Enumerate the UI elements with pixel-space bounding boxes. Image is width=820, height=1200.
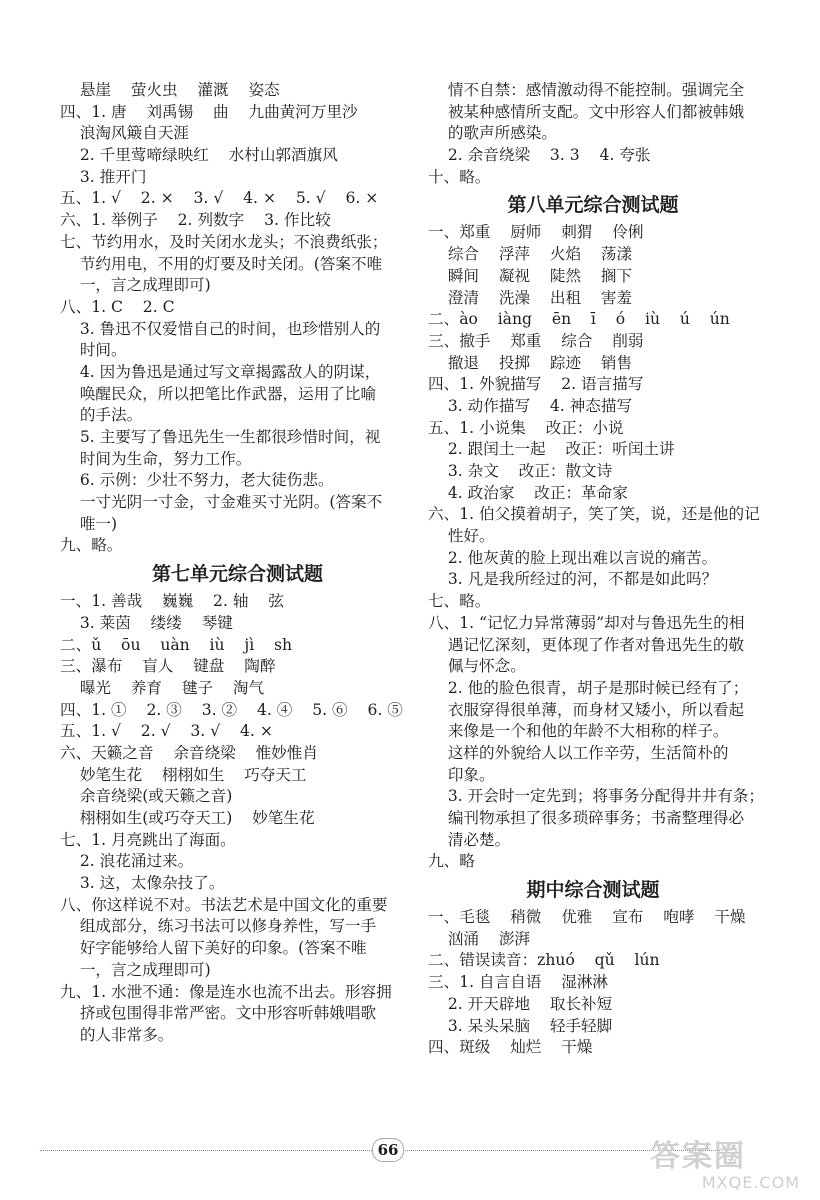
answer-line: 七、略。 — [428, 592, 491, 611]
section-title: 期中综合测试题 — [526, 879, 660, 902]
answer-line: 的歌声所感染。 — [428, 124, 557, 143]
answer-line: 撤退 投掷 踪迹 销售 — [428, 353, 633, 372]
answer-line: 九、略 — [428, 852, 475, 871]
answer-line: 3. 开会时一定先到；将事务分配得井井有条； — [428, 787, 764, 806]
answer-line: 节约用电，不用的灯要及时关闭。(答案不唯 — [60, 254, 383, 273]
answer-line: 衣服穿得很单薄，而身材又矮小，所以看起 — [428, 700, 745, 719]
answer-line: 四、1. 外貌描写 2. 语言描写 — [428, 375, 644, 394]
answer-line: 2. 浪花涌过来。 — [60, 852, 194, 871]
answer-line: 一、郑重 厨师 刺猬 伶俐 — [428, 223, 644, 242]
answer-line: 十、略。 — [428, 167, 491, 186]
answer-line: 2. 跟闰土一起 改正：听闰土讲 — [428, 440, 675, 459]
answer-line: 被某种感情所支配。文中形容人们都被韩娥 — [428, 102, 745, 121]
watermark-logo — [650, 1140, 800, 1195]
answer-line: 好字能够给人留下美好的印象。(答案不唯 — [60, 939, 367, 958]
answer-line: 一、1. 善哉 巍巍 2. 轴 弦 — [60, 592, 284, 611]
answer-line: 三、瀑布 盲人 键盘 陶醉 — [60, 657, 276, 676]
answer-line: 2. 千里莺啼绿映红 水村山郭酒旗风 — [60, 146, 338, 165]
answer-line: 的手法。 — [60, 406, 143, 425]
answer-line: 6. 示例：少壮不努力，老大徒伤悲。 — [60, 471, 334, 490]
answer-line: 的人非常多。 — [60, 1025, 174, 1044]
answer-line: 五、1. √ 2. √ 3. √ 4. × — [60, 722, 273, 741]
answer-line: 四、斑级 灿烂 干燥 — [428, 1038, 593, 1057]
section-title: 第七单元综合测试题 — [151, 563, 323, 586]
answer-line: 六、天籁之音 余音绕梁 惟妙惟肖 — [60, 743, 318, 762]
answer-line: 五、1. √ 2. × 3. √ 4. × 5. √ 6. × — [60, 189, 379, 208]
answer-line: 三、撤手 郑重 综合 削弱 — [428, 331, 644, 350]
answer-line: 八、1. C 2. C — [60, 297, 175, 316]
answer-line: 一，言之成理即可) — [60, 960, 211, 979]
answer-line: 曝光 养育 毽子 淘气 — [60, 678, 265, 697]
answer-line: 编刊物承担了很多琐碎事务；书斋整理得必 — [428, 809, 745, 827]
answer-line: 时间。 — [60, 341, 127, 360]
section-title: 第八单元综合测试题 — [507, 194, 679, 217]
answer-line: 遇记忆深刻，更体现了作者对鲁迅先生的敬 — [428, 635, 745, 654]
answer-line: 4. 政治家 改正：革命家 — [428, 483, 628, 502]
answer-line: 七、1. 月亮跳出了海面。 — [60, 830, 236, 849]
answer-line: 这样的外貌给人以工作辛劳，生活简朴的 — [428, 743, 729, 762]
answer-line: 3. 动作描写 4. 神态描写 — [428, 396, 633, 415]
answer-line: 3. 这，太像杂技了。 — [60, 874, 225, 893]
answer-line: 3. 杂文 改正：散文诗 — [428, 462, 613, 480]
answer-line: 情不自禁：感情激动得不能控制。强调完全 — [428, 81, 745, 99]
answer-line: 来像是一个和他的年龄不大相称的样子。 — [428, 722, 729, 741]
answer-line: 栩栩如生(或巧夺天工) 妙笔生花 — [60, 809, 315, 827]
answer-line: 澄清 洗澡 出租 害羞 — [428, 288, 633, 307]
answer-line: 六、1. 伯父摸着胡子，笑了笑，说，还是他的记 — [428, 505, 760, 524]
right-answer-column — [428, 80, 764, 1059]
answer-line: 二、ǔ ōu uàn iù jì sh — [60, 635, 293, 654]
answer-line: 二、ào iàng ēn ī ó iù ú ún — [428, 310, 730, 329]
answer-line: 2. 他灰黄的脸上现出难以言说的痛苦。 — [428, 548, 718, 567]
answer-line: 3. 鲁迅不仅爱惜自己的时间，也珍惜别人的 — [60, 319, 381, 338]
watermark-domain: MXQE.COM — [701, 1173, 800, 1192]
answer-line: 2. 他的脸色很青，胡子是那时候已经有了； — [428, 678, 749, 697]
answer-line: 八、1. “记忆力异常薄弱”却对与鲁迅先生的相 — [428, 613, 745, 632]
answer-line: 浪淘风簸自天涯 — [60, 124, 189, 143]
answer-line: 二、错误读音：zhuó qǔ lún — [428, 951, 660, 970]
answer-line: 性好。 — [428, 527, 495, 546]
answer-line: 六、1. 举例子 2. 列数字 3. 作比较 — [60, 211, 331, 230]
answer-line: 时间为生命，努力工作。 — [60, 449, 252, 468]
page-number: 66 — [372, 1138, 404, 1162]
answer-line: 综合 浮萍 火焰 荡漾 — [428, 245, 633, 264]
answer-line: 汹涌 澎湃 — [428, 929, 531, 948]
answer-line: 七、节约用水，及时关闭水龙头；不浪费纸张； — [60, 232, 388, 251]
answer-line: 清必楚。 — [428, 830, 511, 849]
answer-line: 一，言之成理即可) — [60, 276, 211, 295]
left-answer-column — [60, 80, 415, 1047]
answer-line: 佩与怀念。 — [428, 657, 526, 676]
answer-line: 唯一) — [60, 514, 118, 533]
answer-line: 四、1. 唐 刘禹锡 曲 九曲黄河万里沙 — [60, 102, 358, 121]
answer-line: 瞬间 凝视 陡然 搁下 — [428, 266, 633, 285]
answer-line: 3. 推开门 — [60, 167, 147, 186]
answer-line: 3. 莱茵 缕缕 琴键 — [60, 613, 233, 632]
answer-line: 余音绕梁(或天籁之音) — [60, 787, 233, 806]
answer-line: 悬崖 萤火虫 灌溉 姿态 — [60, 81, 280, 99]
answer-line: 4. 因为鲁迅是通过写文章揭露敌人的阴谋， — [60, 362, 381, 381]
answer-line: 九、1. 水泄不通：像是连水也流不出去。形容拥 — [60, 982, 392, 1001]
answer-line: 一寸光阴一寸金，寸金难买寸光阴。(答案不 — [60, 493, 383, 512]
answer-line: 妙笔生花 栩栩如生 巧夺天工 — [60, 765, 307, 784]
answer-line: 2. 开天辟地 取长补短 — [428, 994, 613, 1013]
answer-line: 八、你这样说不对。书法艺术是中国文化的重要 — [60, 895, 388, 914]
answer-line: 5. 主要写了鲁迅先生一生都很珍惜时间，视 — [60, 428, 381, 446]
answer-line: 唤醒民众，所以把笔比作武器，运用了比喻 — [60, 384, 377, 403]
answer-line: 九、略。 — [60, 536, 123, 555]
answer-line: 2. 余音绕梁 3. 3 4. 夸张 — [428, 146, 651, 165]
answer-line: 挤或包围得非常严密。文中形容听韩娥唱歌 — [60, 1004, 377, 1023]
answer-line: 四、1. ① 2. ③ 3. ② 4. ④ 5. ⑥ 6. ⑤ — [60, 700, 403, 719]
answer-line: 五、1. 小说集 改正：小说 — [428, 418, 624, 437]
watermark-glyphs: 答案圈 — [650, 1139, 746, 1174]
answer-line: 一、毛毯 稍微 优雅 宣布 咆哮 干燥 — [428, 908, 746, 927]
answer-line: 组成部分，练习书法可以修身养性，写一手 — [60, 917, 377, 936]
answer-line: 3. 呆头呆脑 轻手轻脚 — [428, 1016, 613, 1035]
answer-line: 3. 凡是我所经过的河，不都是如此吗？ — [428, 570, 718, 589]
answer-line: 三、1. 自言自语 湿淋淋 — [428, 973, 609, 992]
answer-line: 印象。 — [428, 765, 495, 784]
